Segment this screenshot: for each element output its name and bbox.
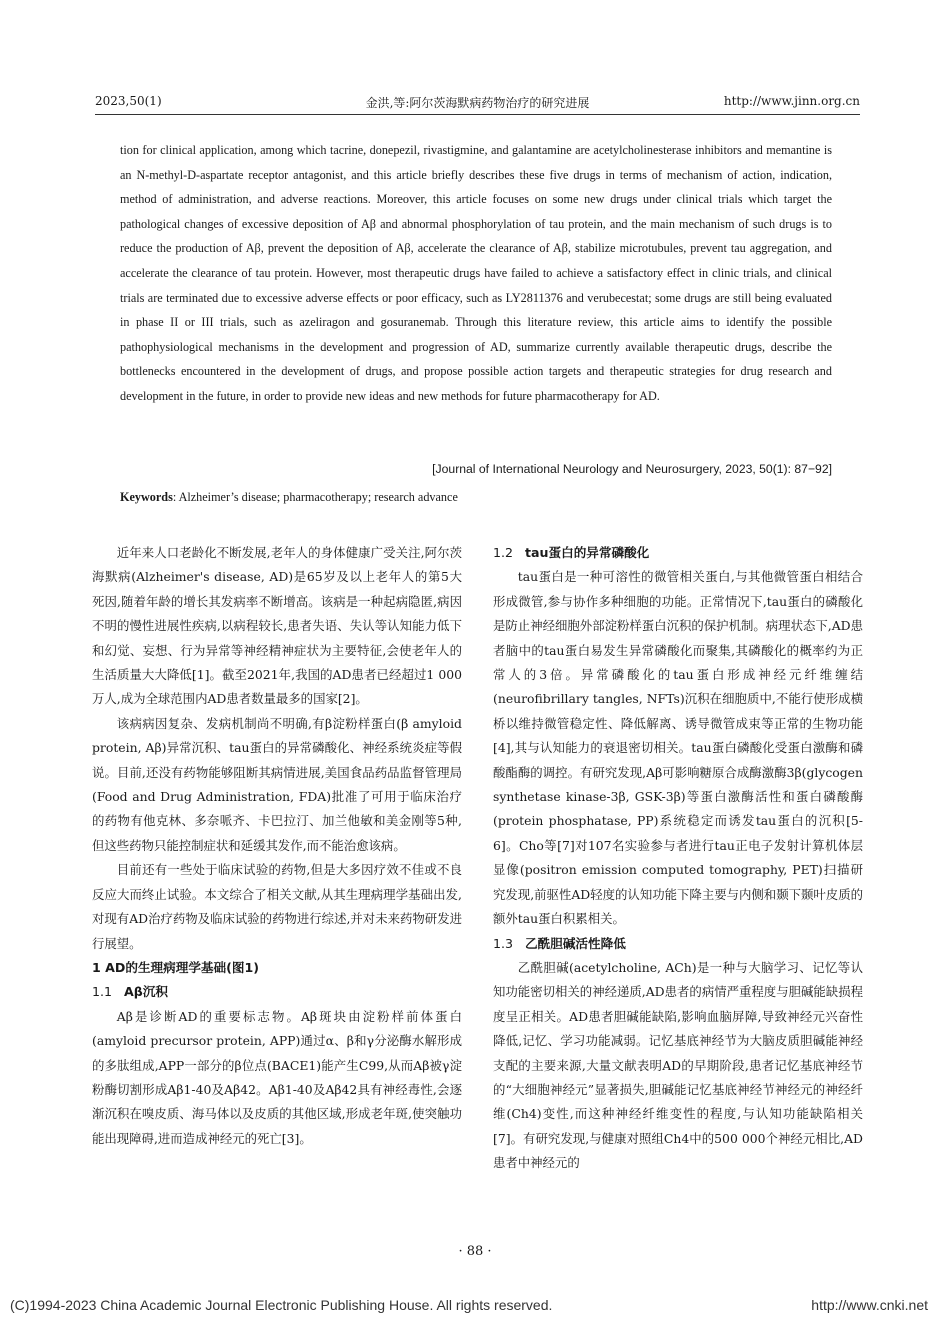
acetylcholine-paragraph: 乙酰胆碱(acetylcholine, ACh)是一种与大脑学习、记忆等认知功能密切相关的神经递质,AD患者的病情严重程度与胆碱能缺损程度呈正相关。AD患者胆碱能缺陷,影响血脑屏障,导致神经元兴奋性降低,记忆、学习功能减弱。记忆基底神经节为大脑皮质胆碱能神经支配的主要来源,大量文献表明AD的早期阶段,患者记忆基底神经节的“大细胞神经元”显著损失,胆碱能记忆基底神经节神经元的神经纤维(Ch4)变性,而这种神经纤维变性的程度,与认知功能缺陷相关[7]。有研究发现,与健康对照组Ch4中的500 000个神经元相比,AD患者中神经元的 [493, 959, 863, 1171]
intro-paragraph-1: 近年来人口老龄化不断发展,老年人的身体健康广受关注,阿尔茨海默病(Alzheimer's disease, AD)是65岁及以上老年人的第5大死因,随着年龄的增长其发病率不断增高。该病是一种起病隐匿,病因不明的慢性进展性疾病,以病程较长,患者失语、失认等认知能力低下和幻觉、妄想、行为异常等神经精神症状为主要特征,会使老年人的生活质量大大降低[1]。截至2021年,我国的AD患者已经超过1 000万人,成为全球范围内AD患者数量最多的国家[2]。 [92, 545, 462, 707]
subsection-title: tau蛋白的异常磷酸化 [525, 545, 650, 560]
subsection-title: Aβ沉积 [124, 984, 168, 1000]
subsection-number: 1.3 [493, 935, 514, 951]
abeta-paragraph: Aβ是诊断AD的重要标志物。Aβ斑块由淀粉样前体蛋白(amyloid precursor protein, APP)通过α、β和γ分泌酶水解形成的多肽组成,APP一部分的β位点(BACE1)能产生C99,从而Aβ被γ淀粉酶切割形成Aβ1-40及Aβ42。Aβ1-40及Aβ42具有神经毒性,会逐渐沉积在嗅皮质、海马体以及皮质的其他区域,形成老年斑,使突触功能出现障碍,进而造成神经元的死亡[3]。 [92, 1008, 462, 1146]
header-title: 金洪,等:阿尔茨海默病药物治疗的研究进展 [365, 96, 590, 110]
intro-paragraph-2: 该病病因复杂、发病机制尚不明确,有β淀粉样蛋白(β amyloid protein, Aβ)异常沉积、tau蛋白的异常磷酸化、神经系统炎症等假说。目前,还没有药物能够阻断其病情进展,美国食品药品监督管理局(Food and Drug Administration, FDA)批准了可用于临床治疗的药物有他克林、多奈哌齐、卡巴拉汀、加兰他敏和美金刚等5种,但这些药物只能控制症状和延缓其发作,而不能治愈该病。 [92, 715, 462, 853]
subsection-heading-1-2 [493, 541, 863, 565]
abstract [120, 138, 832, 409]
subsection-heading-1-1 [92, 980, 462, 1004]
intro-paragraph-3: 目前还有一些处于临床试验的药物,但是大多因疗效不佳或不良反应大而终止试验。本文综合了相关文献,从其生理病理学基础出发,对现有AD治疗药物及临床试验的药物进行综述,并对未来药物研发进行展望。 [92, 862, 462, 951]
keywords: Keywords: Alzheimer’s disease; pharmacotherapy; research advance [120, 490, 458, 504]
subsection-number: 1.1 [92, 984, 113, 1000]
keywords-text: Alzheimer’s disease; pharmacotherapy; research advance [178, 490, 458, 504]
cnki-link[interactable]: http://www.cnki.net [811, 1297, 928, 1313]
section-heading-1: 1 AD的生理病理学基础(图1) [92, 959, 259, 975]
header-url: http://www.jinn.org.cn [723, 94, 860, 108]
copyright-footer [10, 1297, 940, 1319]
copyright-text: (C)1994-2023 China Academic Journal Electronic Publishing House. All rights reserved. [10, 1297, 553, 1313]
keywords-label: Keywords [120, 490, 173, 504]
citation: [Journal of International Neurology and Neurosurgery, 2023, 50(1): 87−92] [432, 462, 832, 476]
left-column [92, 541, 462, 1151]
header-issue: 2023,50(1) [95, 94, 162, 108]
subsection-title: 乙酰胆碱活性降低 [525, 935, 626, 951]
subsection-number: 1.2 [493, 545, 514, 560]
abstract-text: tion for clinical application, among which tacrine, donepezil, rivastigmine, and galantamine are acetylcholinesterase inhibitors and memantine is an N-methyl-D-aspartate receptor antagonist, and this article briefly describes these five drugs in terms of mechanism of action, indication, method of administration, and adverse reactions. Moreover, this article focuses on some new drugs under clinical trials which target the pathological changes of excessive deposition of Aβ and abnormal phosphorylation of tau protein, and the main mechanism of such drugs is to reduce the production of Aβ, prevent the deposition of Aβ, accelerate the clearance of Aβ, stabilize microtubules, prevent tau aggregation, and accelerate the clearance of tau protein. However, most therapeutic drugs have failed to achieve a satisfactory effect in clinic trials, and clinical trials are terminated due to excessive adverse effects or poor efficacy, such as LY2811376 and verubecestat; some drugs are still being evaluated in phase II or III trials, such as azeliragon and gosuranemab. Through this literature review, this article aims to identify the possible pathophysiological mechanisms in the development and progression of AD, summarize currently available therapeutic drugs, describe the bottlenecks encountered in the development of drugs, and propose possible action targets and therapeutic strategies for drug research and development in the future, in order to provide new ideas and new methods for future pharmacotherapy for AD. [120, 143, 832, 403]
right-column [493, 541, 863, 1176]
subsection-heading-1-3 [493, 932, 863, 956]
page-number: · 88 · [458, 1244, 492, 1259]
tau-paragraph: tau蛋白是一种可溶性的微管相关蛋白,与其他微管蛋白相结合形成微管,参与协作多种细胞的功能。正常情况下,tau蛋白的磷酸化是防止神经细胞外部淀粉样蛋白沉积的保护机制。病理状态下,AD患者脑中的tau蛋白易发生异常磷酸化而聚集,其磷酸化的概率约为正常人的3倍。异常磷酸化的tau蛋白形成神经元纤维缠结(neurofibrillary tangles, NFTs)沉积在细胞质中,不能行使形成横桥以维持微管稳定性、降低解离、诱导微管成束等正常的生物功能[4],其与认知能力的衰退密切相关。tau蛋白磷酸化受蛋白激酶和磷酸酯酶的调控。有研究发现,Aβ可影响糖原合成酶激酶3β(glycogen synthetase kinase-3β, GSK-3β)等蛋白激酶活性和蛋白磷酸酶(protein phosphatase, PP)系统稳定而诱发tau蛋白的沉积[5-6]。Cho等[7]对107名实验参与者进行tau正电子发射计算机体层显像(positron emission computed tomography, PET)扫描研究发现,前驱性AD轻度的认知功能下降主要与内侧和颞下颞叶皮质的额外tau蛋白积累相关。 [493, 569, 863, 927]
running-header [95, 92, 860, 115]
